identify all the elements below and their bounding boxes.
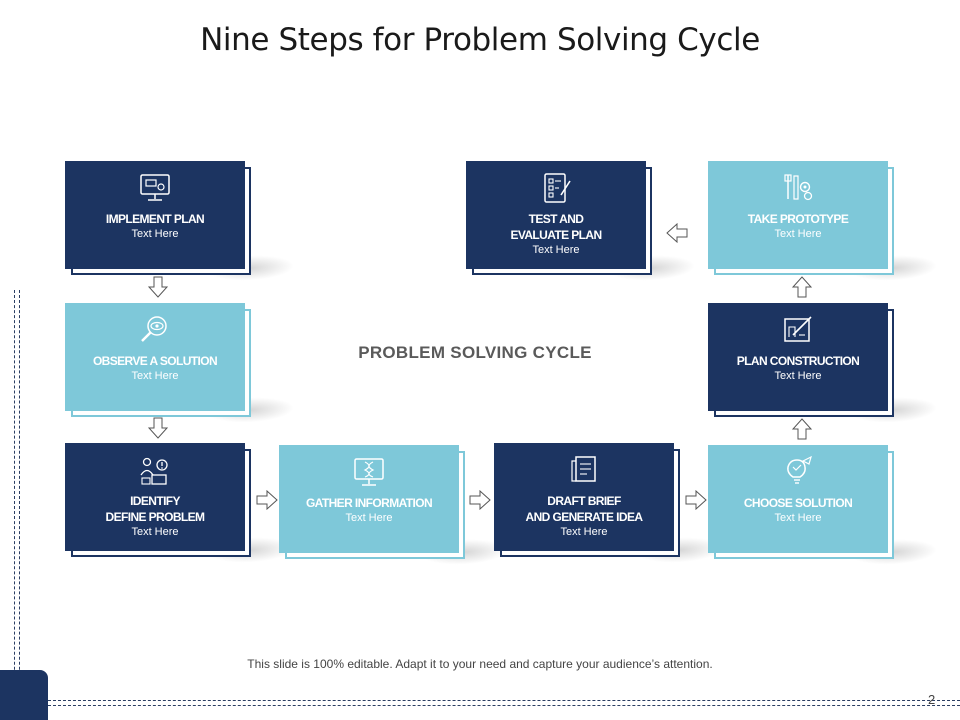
step-title: IMPLEMENT PLAN [105,212,205,226]
step-take-prototype[interactable] [708,161,888,269]
corner-accent [0,670,48,720]
decorative-dashed-line [48,700,960,701]
arrow-right-icon [256,490,278,510]
step-observe-solution[interactable] [65,303,245,411]
step-subtitle: Text Here [532,244,580,256]
decorative-dashed-line [19,290,20,720]
step-title: DRAFT BRIEF AND GENERATE IDEA [525,494,643,524]
step-title: PLAN CONSTRUCTION [736,354,860,368]
step-subtitle: Text Here [774,228,822,240]
step-test-evaluate-plan[interactable] [466,161,646,269]
arrow-up-icon [792,276,812,298]
magnifier-eye-icon [138,313,172,347]
blueprint-icon [781,313,815,347]
tools-gears-icon [781,171,815,205]
people-problem-icon [138,453,172,487]
step-subtitle: Text Here [774,512,822,524]
step-title: TEST AND EVALUATE PLAN [510,212,602,242]
arrow-down-icon [148,417,168,439]
step-identify-define-problem[interactable] [65,443,245,551]
step-title: CHOOSE SOLUTION [743,496,853,510]
cycle-center-label: PROBLEM SOLVING CYCLE [358,343,592,362]
document-icon [567,453,601,487]
step-subtitle: Text Here [131,370,179,382]
lightbulb-hand-icon [781,455,815,489]
step-title: IDENTIFY DEFINE PROBLEM [105,494,205,524]
slide-title: Nine Steps for Problem Solving Cycle [200,22,760,58]
step-subtitle: Text Here [131,228,179,240]
decorative-dashed-line [48,705,960,706]
arrow-right-icon [685,490,707,510]
arrow-right-icon [469,490,491,510]
step-plan-construction[interactable] [708,303,888,411]
step-subtitle: Text Here [345,512,393,524]
step-title: TAKE PROTOTYPE [747,212,849,226]
checklist-icon [539,171,573,205]
step-title: GATHER INFORMATION [305,496,433,510]
dna-monitor-icon [352,455,386,489]
page-number: 2 [928,692,936,707]
footer-note: This slide is 100% editable. Adapt it to your need and capture your audience’s attention. [247,657,713,671]
step-gather-information[interactable] [279,445,459,553]
arrow-up-icon [792,418,812,440]
step-draft-brief[interactable] [494,443,674,551]
arrow-left-icon [666,223,688,243]
decorative-dashed-line [14,290,15,720]
step-implement-plan[interactable] [65,161,245,269]
step-title: OBSERVE A SOLUTION [92,354,218,368]
step-subtitle: Text Here [131,526,179,538]
step-subtitle: Text Here [560,526,608,538]
arrow-down-icon [148,276,168,298]
step-subtitle: Text Here [774,370,822,382]
step-choose-solution[interactable] [708,445,888,553]
monitor-settings-icon [138,171,172,205]
